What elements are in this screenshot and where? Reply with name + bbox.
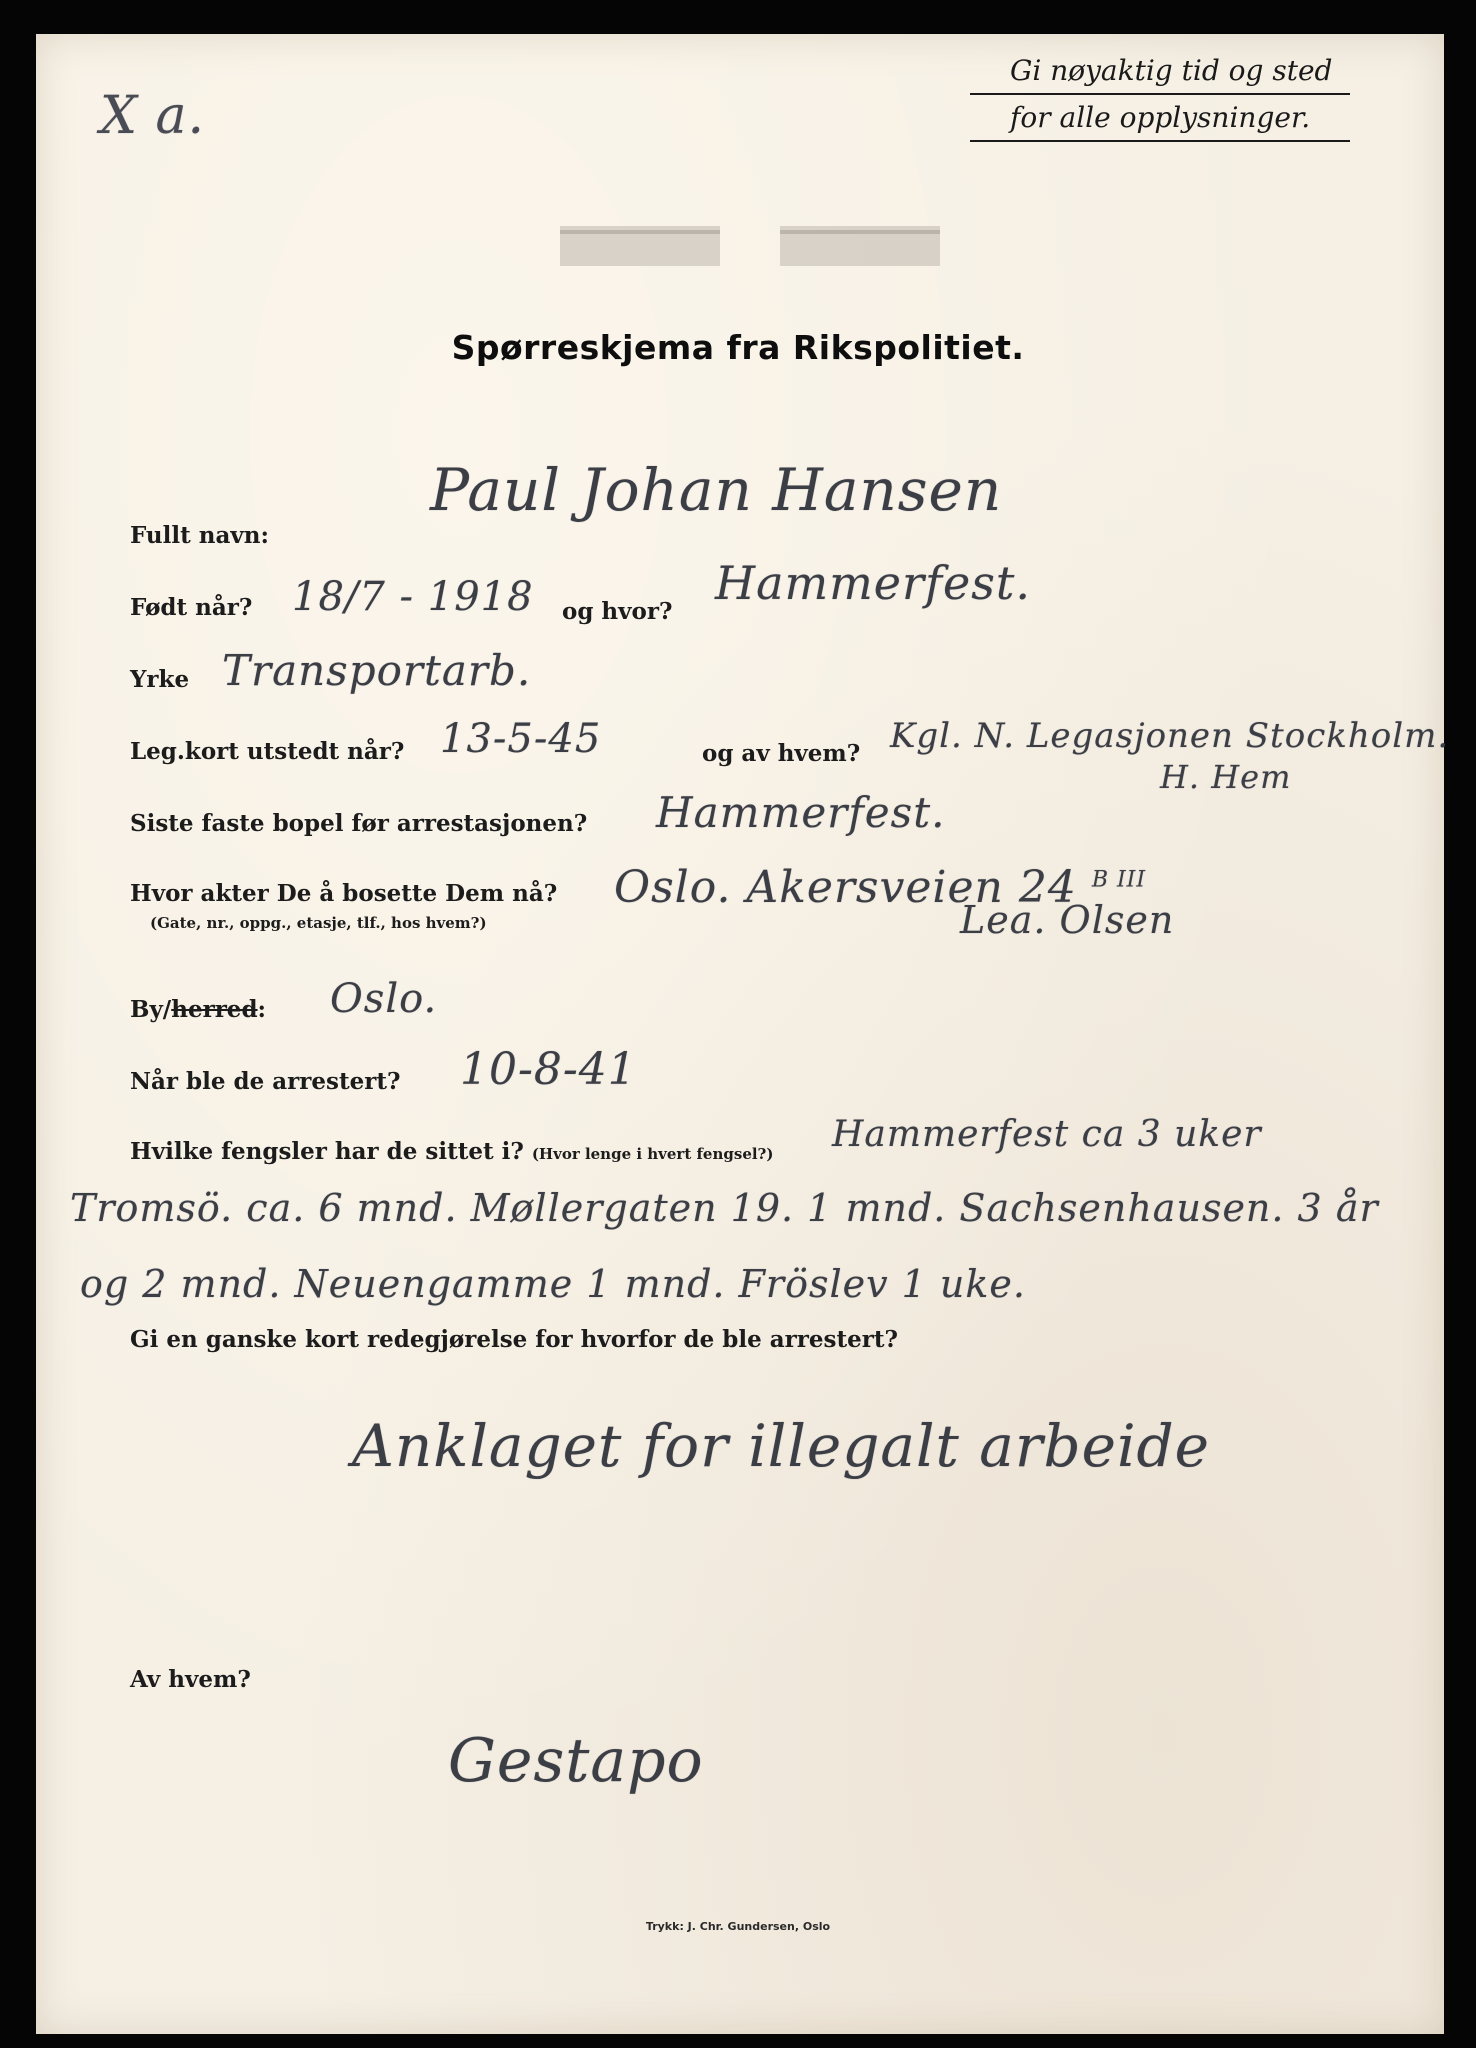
label-city-colon: : xyxy=(257,996,267,1023)
value-settle-host: Lea. Olsen xyxy=(960,898,1175,942)
value-city: Oslo. xyxy=(330,976,438,1022)
value-settle-floor: B III xyxy=(1091,867,1147,893)
label-idcard-when: Leg.kort utstedt når? xyxy=(130,738,405,765)
value-reason: Anklaget for illegalt arbeide xyxy=(352,1412,1210,1480)
instruction-notice xyxy=(970,48,1350,142)
corner-note: X a. xyxy=(100,86,206,146)
value-idcard-when: 13-5-45 xyxy=(440,716,602,762)
value-last-residence: Hammerfest. xyxy=(656,788,946,837)
label-idcard-by: og av hvem? xyxy=(702,740,861,767)
value-occupation: Transportarb. xyxy=(222,646,532,695)
value-idcard-by: Kgl. N. Legasjonen Stockholm. xyxy=(890,716,1450,756)
printer-imprint: Trykk: J. Chr. Gundersen, Oslo xyxy=(645,1920,831,1933)
notice-line-2: for alle opplysninger. xyxy=(970,95,1350,142)
label-prisons xyxy=(130,1138,773,1165)
value-full-name: Paul Johan Hansen xyxy=(430,456,1003,524)
label-born-where: og hvor? xyxy=(562,598,673,625)
value-prisons-line-1: Hammerfest ca 3 uker xyxy=(832,1114,1262,1155)
label-by-whom: Av hvem? xyxy=(130,1666,251,1693)
label-full-name: Fullt navn: xyxy=(130,522,269,549)
label-arrested-when: Når ble de arrestert? xyxy=(130,1068,401,1095)
faded-stamp-mark xyxy=(560,218,960,274)
value-settle-address: Oslo. Akersveien 24 xyxy=(614,862,1077,913)
label-last-residence: Siste faste bopel før arrestasjonen? xyxy=(130,810,588,837)
value-prisons-line-3: og 2 mnd. Neuengamme 1 mnd. Fröslev 1 uke. xyxy=(80,1262,1026,1306)
value-arrested-when: 10-8-41 xyxy=(460,1044,637,1095)
notice-line-1: Gi nøyaktig tid og sted xyxy=(970,48,1350,95)
label-city xyxy=(130,996,266,1023)
label-born-when: Født når? xyxy=(130,594,253,621)
value-idcard-by-signature: H. Hem xyxy=(1160,758,1292,796)
label-city-herred: herred xyxy=(171,996,258,1023)
label-occupation: Yrke xyxy=(130,666,190,693)
label-reason: Gi en ganske kort redegjørelse for hvorfor de ble arrestert? xyxy=(130,1326,898,1353)
label-prisons-hint: (Hvor lenge i hvert fengsel?) xyxy=(531,1145,774,1163)
label-settle: Hvor akter De å bosette Dem nå? xyxy=(130,880,558,907)
form-title: Spørreskjema fra Rikspolitiet. xyxy=(451,328,1025,367)
label-prisons-main: Hvilke fengsler har de sittet i? xyxy=(130,1138,524,1165)
value-born-where: Hammerfest. xyxy=(715,556,1031,610)
value-by-whom: Gestapo xyxy=(448,1726,704,1796)
value-prisons-line-2: Tromsö. ca. 6 mnd. Møllergaten 19. 1 mnd. Sachsenhausen. 3 år xyxy=(70,1186,1379,1230)
label-city-by: By/ xyxy=(130,996,172,1023)
value-born-when: 18/7 - 1918 xyxy=(292,574,534,620)
label-settle-hint: (Gate, nr., oppg., etasje, tlf., hos hvem?) xyxy=(150,914,487,932)
